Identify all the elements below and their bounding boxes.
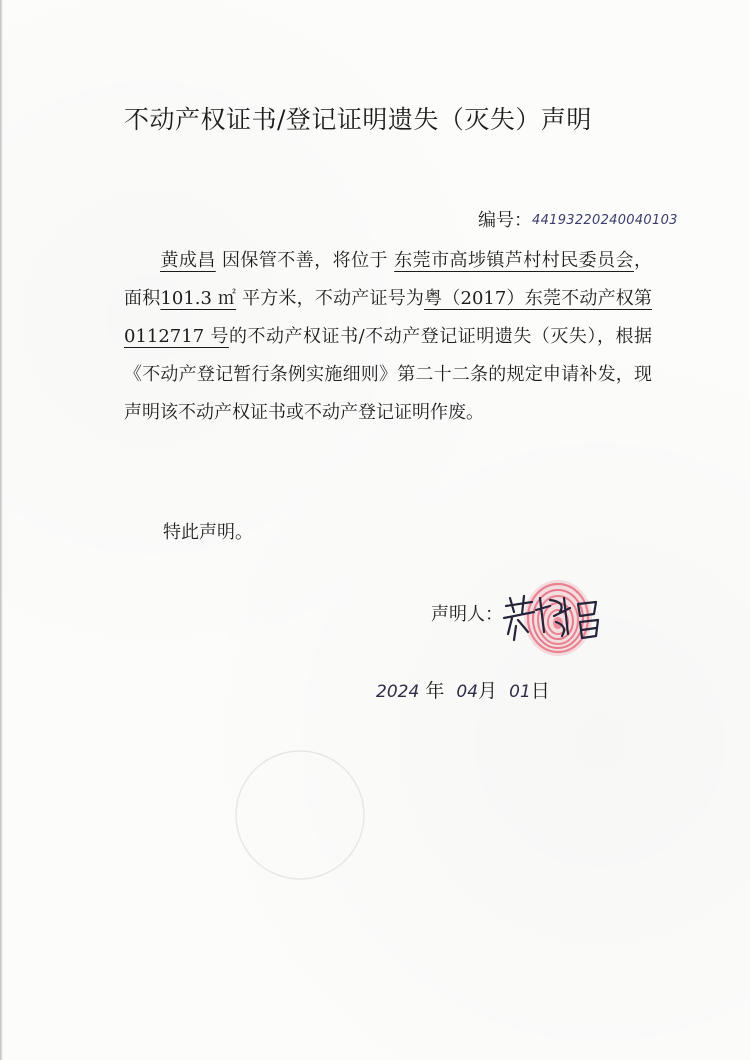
fingerprint-icon: [524, 580, 592, 656]
property-location: 东莞市高埗镇芦村村民委员会: [394, 250, 634, 271]
owner-name: 黄成昌: [160, 250, 216, 271]
date-day-unit: 日: [530, 680, 550, 702]
paragraph-text-4: 的不动产权证书/不动产登记证明遗失（灭失），根据《不动产登记暂行条例实施细则》第二十二条的规定申请补发，现声明该不动产权证书或不动产登记证明作废。: [124, 326, 653, 423]
paragraph-text-2: ，面积: [124, 250, 652, 309]
signature-with-fingerprint: [470, 578, 610, 660]
closing-statement: 特此声明。: [163, 522, 253, 543]
date-month: 04: [456, 682, 479, 702]
signing-date: [376, 676, 550, 703]
date-year-unit: 年: [425, 680, 445, 702]
date-day: 01: [509, 682, 531, 702]
number-label: 编号：: [478, 210, 532, 231]
scan-edge: [0, 0, 3, 1060]
number-value: 44193220240040103: [532, 213, 678, 228]
document-number: [478, 206, 708, 232]
declarant-label: 声明人：: [431, 604, 503, 625]
date-month-unit: 月: [478, 680, 498, 702]
paragraph-text-3: 平方米，不动产证号为: [242, 288, 425, 309]
paragraph-text-1: 因保管不善，将位于: [221, 250, 388, 271]
faint-seal-impression: [225, 740, 375, 890]
certificate-number: 粤（2017）东莞不动产权第 0112717 号: [124, 288, 652, 347]
property-area: 101.3 ㎡: [160, 288, 237, 309]
declaration-paragraph: [124, 242, 652, 432]
document-title: 不动产权证书/登记证明遗失（灭失）声明: [124, 105, 592, 134]
date-year: 2024: [376, 682, 420, 702]
